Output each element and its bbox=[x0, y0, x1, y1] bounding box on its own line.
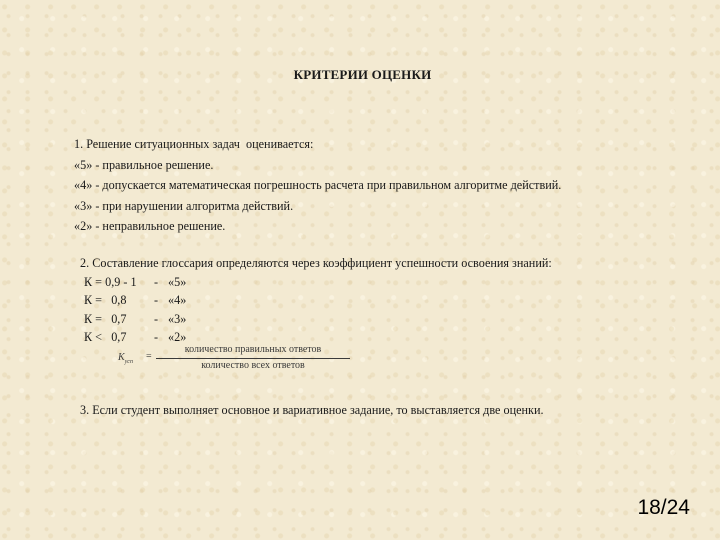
formula-numerator: количество правильных ответов bbox=[184, 344, 322, 355]
coefficient-row bbox=[84, 273, 552, 292]
dash: - bbox=[154, 330, 159, 344]
coefficient-range: К < 0,7 bbox=[84, 330, 127, 344]
coefficient-range: К = 0,7 bbox=[84, 311, 127, 326]
section-3-text: 3. Если студент выполняет основное и вариативное задание, то выставляется две оценки. bbox=[80, 403, 544, 417]
dash: - bbox=[154, 293, 159, 307]
grade: «4» bbox=[168, 293, 187, 307]
coefficient-range: К = 0,9 - 1 bbox=[84, 274, 137, 289]
fraction-bar bbox=[156, 358, 350, 359]
section-1-heading: 1. Решение ситуационных задач оценивается: bbox=[74, 137, 314, 151]
dash: - bbox=[154, 311, 159, 326]
formula-equals: = bbox=[146, 351, 152, 362]
section-2-heading: 2. Составление глоссария определяются через коэффициент успешности освоения знаний: bbox=[80, 256, 552, 270]
grade-criterion: «4» - допускается математическая погрешность расчета при правильном алгоритме действий. bbox=[74, 178, 562, 193]
grade-criterion: «2» - неправильное решение. bbox=[74, 219, 226, 234]
coefficient-table bbox=[84, 273, 552, 347]
formula-symbol: $К_{усп}$ bbox=[118, 352, 133, 365]
grade-criterion: «5» - правильное решение. bbox=[74, 157, 214, 172]
coefficient-row bbox=[84, 310, 552, 329]
formula-subscript: усп bbox=[124, 359, 133, 365]
coefficient-range: К = 0,8 bbox=[84, 293, 127, 307]
grade: «5» bbox=[168, 274, 187, 289]
grade: «3» bbox=[168, 311, 187, 326]
grade-criterion: «3» - при нарушении алгоритма действий. bbox=[74, 198, 294, 213]
page-title: КРИТЕРИИ ОЦЕНКИ bbox=[293, 67, 432, 82]
grade: «2» bbox=[168, 330, 187, 344]
section-1 bbox=[74, 134, 561, 237]
coefficient-row bbox=[84, 291, 552, 310]
section-2 bbox=[80, 254, 552, 347]
formula-denominator: количество всех ответов bbox=[201, 360, 305, 371]
page-number: 18/24 bbox=[637, 496, 690, 519]
dash: - bbox=[154, 274, 159, 289]
success-coefficient-formula bbox=[118, 344, 358, 374]
